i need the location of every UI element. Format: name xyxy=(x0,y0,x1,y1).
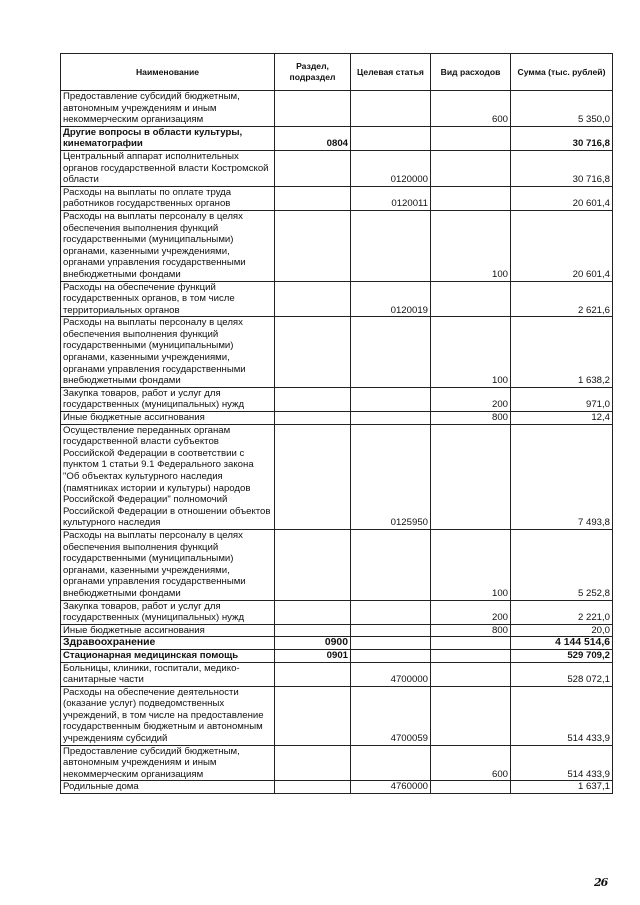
cell-target xyxy=(351,637,431,650)
cell-kind xyxy=(431,186,511,210)
cell-target xyxy=(351,387,431,411)
cell-target: 0120000 xyxy=(351,150,431,186)
header-target: Целевая статья xyxy=(351,54,431,91)
table-row xyxy=(61,126,613,150)
cell-kind: 200 xyxy=(431,387,511,411)
cell-name: Расходы на выплаты персоналу в целях обеспечения выполнения функций государственными (муниципальными) органами, казенными учреждениями, органами управления государственными внебюджетными фондами xyxy=(61,529,275,600)
cell-section xyxy=(275,624,351,637)
cell-kind xyxy=(431,662,511,686)
cell-name: Здравоохранение xyxy=(61,637,275,650)
table-row xyxy=(61,150,613,186)
cell-name: Иные бюджетные ассигнования xyxy=(61,624,275,637)
table-header-row xyxy=(61,54,613,91)
cell-target: 4760000 xyxy=(351,781,431,794)
cell-section: 0900 xyxy=(275,637,351,650)
cell-sum: 20 601,4 xyxy=(511,210,613,281)
cell-kind: 800 xyxy=(431,624,511,637)
cell-section xyxy=(275,745,351,781)
cell-kind xyxy=(431,637,511,650)
cell-name: Осуществление переданных органам государственной власти субъектов Российской Федерации в соответствии с пунктом 1 статьи 9.1 Федерального закона "Об объектах культурного наследия (памятниках истории и культуры) народов Российской Федерации" полномочий Российской Федерации в отношении объектов культурного наследия xyxy=(61,424,275,529)
cell-target: 4700000 xyxy=(351,662,431,686)
cell-sum: 971,0 xyxy=(511,387,613,411)
table-row xyxy=(61,317,613,388)
cell-sum: 2 221,0 xyxy=(511,600,613,624)
table-row xyxy=(61,745,613,781)
cell-section xyxy=(275,91,351,127)
table-row xyxy=(61,624,613,637)
cell-target: 4700059 xyxy=(351,686,431,745)
cell-section xyxy=(275,317,351,388)
cell-sum: 5 252,8 xyxy=(511,529,613,600)
cell-sum: 30 716,8 xyxy=(511,126,613,150)
table-body xyxy=(61,91,613,794)
cell-sum: 529 709,2 xyxy=(511,649,613,662)
cell-target xyxy=(351,412,431,425)
table-row xyxy=(61,529,613,600)
cell-kind xyxy=(431,781,511,794)
table-row xyxy=(61,186,613,210)
cell-name: Закупка товаров, работ и услуг для государственных (муниципальных) нужд xyxy=(61,600,275,624)
cell-kind xyxy=(431,150,511,186)
cell-kind xyxy=(431,126,511,150)
cell-name: Расходы на выплаты персоналу в целях обеспечения выполнения функций государственными (муниципальными) органами, казенными учреждениями, органами управления государственными внебюджетными фондами xyxy=(61,317,275,388)
header-sum: Сумма (тыс. рублей) xyxy=(511,54,613,91)
table-row xyxy=(61,662,613,686)
cell-kind: 200 xyxy=(431,600,511,624)
cell-target xyxy=(351,624,431,637)
cell-section xyxy=(275,424,351,529)
page-number: 26 xyxy=(594,876,608,889)
cell-sum: 12,4 xyxy=(511,412,613,425)
cell-kind: 100 xyxy=(431,529,511,600)
cell-sum: 7 493,8 xyxy=(511,424,613,529)
cell-target xyxy=(351,317,431,388)
table-row xyxy=(61,686,613,745)
table-row xyxy=(61,781,613,794)
cell-section xyxy=(275,150,351,186)
table-row xyxy=(61,210,613,281)
cell-name: Стационарная медицинская помощь xyxy=(61,649,275,662)
cell-name: Расходы на обеспечение функций государственных органов, в том числе территориальных органов xyxy=(61,281,275,317)
cell-section xyxy=(275,281,351,317)
cell-name: Другие вопросы в области культуры, кинематографии xyxy=(61,126,275,150)
table-row xyxy=(61,91,613,127)
cell-kind: 600 xyxy=(431,91,511,127)
cell-name: Расходы на выплаты по оплате труда работников государственных органов xyxy=(61,186,275,210)
cell-sum: 4 144 514,6 xyxy=(511,637,613,650)
table-row xyxy=(61,387,613,411)
cell-kind xyxy=(431,281,511,317)
cell-name: Предоставление субсидий бюджетным, автономным учреждениям и иным некоммерческим организациям xyxy=(61,91,275,127)
table-row xyxy=(61,281,613,317)
cell-target: 0120019 xyxy=(351,281,431,317)
cell-sum: 20 601,4 xyxy=(511,186,613,210)
cell-section xyxy=(275,529,351,600)
cell-sum: 30 716,8 xyxy=(511,150,613,186)
cell-name: Центральный аппарат исполнительных органов государственной власти Костромской области xyxy=(61,150,275,186)
cell-section xyxy=(275,210,351,281)
cell-section: 0804 xyxy=(275,126,351,150)
header-kind: Вид расходов xyxy=(431,54,511,91)
table-row xyxy=(61,412,613,425)
cell-name: Расходы на обеспечение деятельности (оказание услуг) подведомственных учреждений, в том числе на предоставление государственным бюджетным и автономным учреждениям субсидий xyxy=(61,686,275,745)
header-name: Наименование xyxy=(61,54,275,91)
cell-section xyxy=(275,186,351,210)
cell-section xyxy=(275,781,351,794)
cell-target xyxy=(351,529,431,600)
header-section: Раздел, подраздел xyxy=(275,54,351,91)
table-row xyxy=(61,600,613,624)
cell-section xyxy=(275,387,351,411)
cell-name: Предоставление субсидий бюджетным, автономным учреждениям и иным некоммерческим организациям xyxy=(61,745,275,781)
cell-target xyxy=(351,91,431,127)
budget-table xyxy=(60,53,613,794)
cell-name: Больницы, клиники, госпитали, медико-санитарные части xyxy=(61,662,275,686)
cell-sum: 2 621,6 xyxy=(511,281,613,317)
cell-sum: 5 350,0 xyxy=(511,91,613,127)
cell-target xyxy=(351,600,431,624)
table-row xyxy=(61,424,613,529)
cell-target xyxy=(351,649,431,662)
cell-section xyxy=(275,662,351,686)
cell-section xyxy=(275,600,351,624)
cell-name: Иные бюджетные ассигнования xyxy=(61,412,275,425)
table-row xyxy=(61,637,613,650)
cell-kind xyxy=(431,686,511,745)
cell-name: Родильные дома xyxy=(61,781,275,794)
cell-sum: 20,0 xyxy=(511,624,613,637)
cell-target xyxy=(351,745,431,781)
cell-kind: 100 xyxy=(431,317,511,388)
cell-kind xyxy=(431,649,511,662)
cell-sum: 1 638,2 xyxy=(511,317,613,388)
table-row xyxy=(61,649,613,662)
cell-sum: 514 433,9 xyxy=(511,686,613,745)
cell-kind: 600 xyxy=(431,745,511,781)
cell-target xyxy=(351,126,431,150)
cell-section xyxy=(275,686,351,745)
cell-target xyxy=(351,210,431,281)
cell-kind: 100 xyxy=(431,210,511,281)
cell-sum: 1 637,1 xyxy=(511,781,613,794)
cell-section: 0901 xyxy=(275,649,351,662)
cell-kind xyxy=(431,424,511,529)
cell-target: 0120011 xyxy=(351,186,431,210)
cell-target: 0125950 xyxy=(351,424,431,529)
cell-sum: 514 433,9 xyxy=(511,745,613,781)
cell-name: Закупка товаров, работ и услуг для государственных (муниципальных) нужд xyxy=(61,387,275,411)
cell-section xyxy=(275,412,351,425)
cell-sum: 528 072,1 xyxy=(511,662,613,686)
cell-name: Расходы на выплаты персоналу в целях обеспечения выполнения функций государственными (муниципальными) органами, казенными учреждениями, органами управления государственными внебюджетными фондами xyxy=(61,210,275,281)
cell-kind: 800 xyxy=(431,412,511,425)
